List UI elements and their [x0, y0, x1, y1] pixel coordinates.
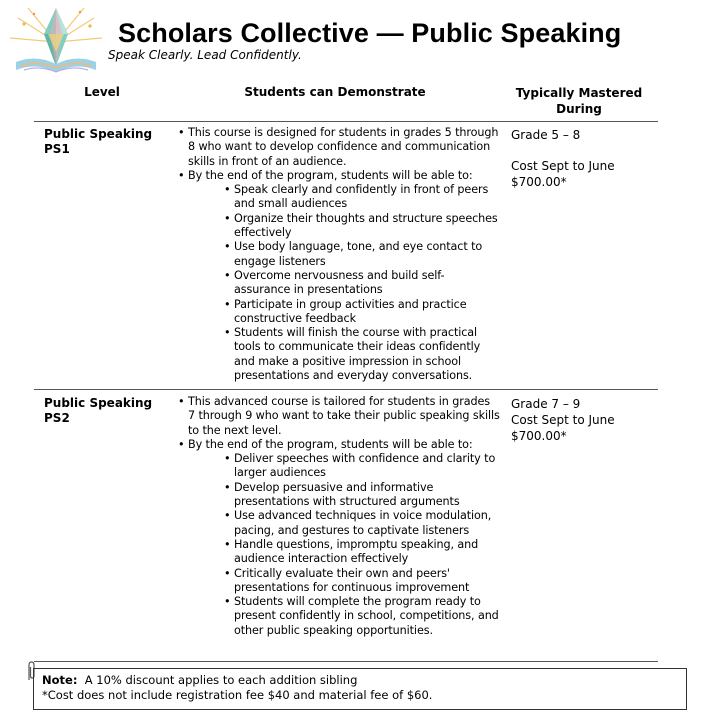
course-description-ps2: [178, 395, 500, 638]
column-header-mastered-line2: During: [556, 102, 602, 116]
course-level-ps1: [44, 127, 170, 157]
row-divider: [34, 389, 658, 390]
course-level-code: PS2: [44, 411, 70, 425]
course-description-ps1: [178, 126, 500, 383]
course-level-name: Public Speaking: [44, 396, 153, 410]
column-header-mastered: [500, 85, 658, 117]
book-crystal-logo-icon: [6, 4, 106, 84]
outcome-item: • Organize their thoughts and structure speeches effectively: [188, 212, 500, 241]
course-outcomes: [178, 438, 500, 638]
outcome-item: • Deliver speeches with confidence and clarity to larger audiences: [188, 452, 500, 481]
course-outcomes-lead: By the end of the program, students will be able to:: [188, 168, 473, 182]
column-header-level: Level: [84, 85, 120, 99]
course-outcomes: [178, 169, 500, 383]
course-grade: Grade 7 – 9: [511, 397, 581, 411]
note-discount-line: [42, 673, 678, 688]
outcome-item: • Students will complete the program ready to present confidently in school, competitions, and other public speaking opportunities.: [188, 595, 500, 638]
tagline: Speak Clearly. Lead Confidently.: [108, 48, 302, 62]
outcome-item: • Participate in group activities and practice constructive feedback: [188, 298, 500, 327]
header-divider: [34, 121, 658, 122]
course-cost-label: Cost Sept to June: [511, 413, 615, 427]
course-cost-label: Cost Sept to June: [511, 159, 615, 173]
page-title: Scholars Collective — Public Speaking: [118, 18, 622, 48]
outcome-item: • Speak clearly and confidently in front of peers and small audiences: [188, 183, 500, 212]
outcome-item: • Develop persuasive and informative presentations with structured arguments: [188, 481, 500, 510]
note-discount: A 10% discount applies to each addition sibling: [84, 673, 358, 687]
outcome-item: • Handle questions, impromptu speaking, and audience interaction effectively: [188, 538, 500, 567]
course-cost: $700.00*: [511, 429, 567, 443]
note-box: [33, 668, 687, 710]
outcome-item: • Students will finish the course with practical tools to communicate their ideas confidently and make a positive impression in school presentations and everyday conversations.: [188, 326, 500, 383]
course-level-name: Public Speaking: [44, 127, 153, 141]
course-level-ps2: [44, 396, 170, 426]
column-header-mastered-line1: Typically Mastered: [515, 86, 643, 100]
outcome-item: • Use body language, tone, and eye contact to engage listeners: [188, 240, 500, 269]
column-header-demonstrate: Students can Demonstrate: [244, 85, 426, 99]
course-intro: • This advanced course is tailored for students in grades 7 through 9 who want to take their public speaking skills to the next level.: [178, 395, 500, 438]
course-level-code: PS1: [44, 142, 70, 156]
note-fees: *Cost does not include registration fee $40 and material fee of $60.: [42, 688, 433, 702]
course-intro: • This course is designed for students in grades 5 through 8 who want to develop confidence and communication skills in front of an audience.: [178, 126, 500, 169]
outcome-item: • Critically evaluate their own and peers' presentations for continuous improvement: [188, 567, 500, 596]
course-outcomes-lead: By the end of the program, students will be able to:: [188, 437, 473, 451]
course-mastered-ps2: [511, 396, 661, 444]
table-bottom-rule: [34, 661, 658, 662]
course-cost: $700.00*: [511, 175, 567, 189]
outcome-item: • Use advanced techniques in voice modulation, pacing, and gestures to captivate listeners: [188, 509, 500, 538]
outcome-item: • Overcome nervousness and build self-assurance in presentations: [188, 269, 500, 298]
course-mastered-ps1: [511, 127, 661, 190]
note-label: Note:: [42, 673, 78, 687]
course-grade: Grade 5 – 8: [511, 128, 581, 142]
